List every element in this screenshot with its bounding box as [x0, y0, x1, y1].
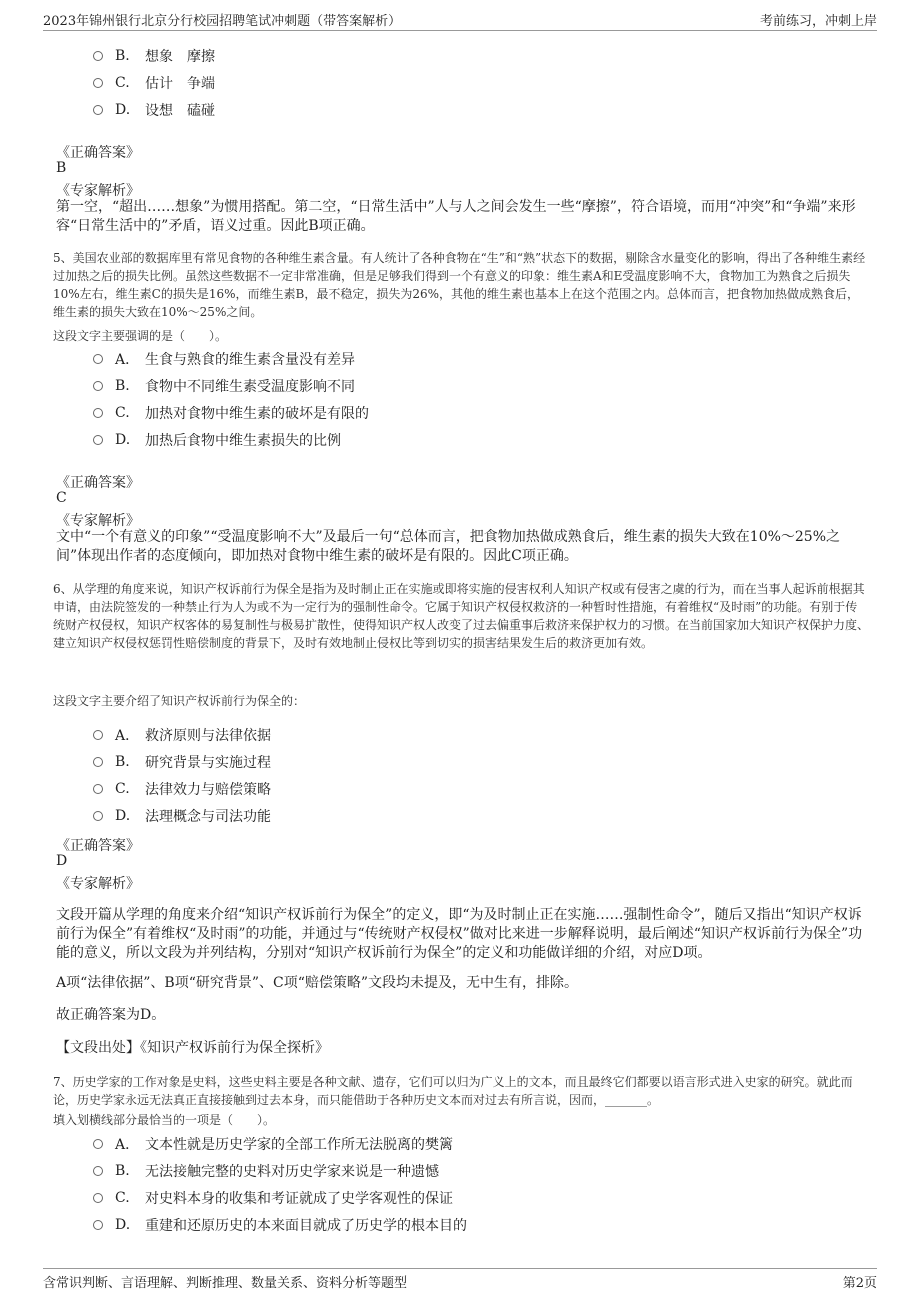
option-text: 法律效力与赔偿策略: [145, 782, 271, 798]
option-text: 重建和还原历史的本来面目就成了历史学的根本目的: [145, 1218, 467, 1234]
q6-option-b[interactable]: [93, 752, 271, 772]
radio-icon[interactable]: [93, 105, 103, 115]
q7-question: 填入划横线部分最恰当的一项是（ ）。: [53, 1113, 276, 1127]
option-letter: D.: [115, 1217, 131, 1233]
option-letter: A．: [115, 728, 140, 744]
option-text: 想象 摩擦: [145, 49, 215, 65]
option-text: 对史料本身的收集和考证就成了史学客观性的保证: [145, 1191, 453, 1207]
q7-option-b[interactable]: [93, 1161, 439, 1181]
q4-analysis: 第一空，“超出……想象”为惯用搭配。第二空，“日常生活中”人与人之间会发生一些“摩擦”，符合语境，而用“冲突”和“争端”来形容“日常生活中的”矛盾，语义过重。因此B项正确。: [56, 199, 856, 234]
radio-icon[interactable]: [93, 408, 103, 418]
q5-analysis: 文中“一个有意义的印象”“受温度影响不大”及最后一句“总体而言，把食物加热做成熟食后，维生素的损失大致在10%～25%之间”体现出作者的态度倾向，即加热对食物中维生素的破坏是有限的。因此C项正确。: [56, 529, 841, 564]
option-letter: A．: [115, 352, 140, 368]
option-letter: D.: [115, 808, 131, 824]
q5-option-c[interactable]: [93, 403, 369, 423]
q4-answer-label: 《正确答案》: [56, 145, 140, 161]
q6-analysis-1: 文段开篇从学理的角度来介绍“知识产权诉前行为保全”的定义，即“为及时制止正在实施……强制性命令”，随后又指出“知识产权诉前行为保全”有着维权“及时雨”的功能，并通过与“传统财产权侵权”做对比来进一步解释说明，最后阐述“知识产权诉前行为保全”功能的意义，所以文段为并列结构，分别对“知识产权诉前行为保全”的定义和功能做详细的介绍，对应D项。: [56, 907, 863, 961]
q6-stem: 6、从学理的角度来说，知识产权诉前行为保全是指为及时制止正在实施或即将实施的侵害权利人知识产权或有侵害之虞的行为，而在当事人起诉前根据其申请，由法院签发的一种禁止行为人为或不为一定行为的强制性命令。它属于知识产权侵权救济的一种暂时性措施，有着维权“及时雨”的功能。有别于传统财产权侵权，知识产权客体的易复制性与极易扩散性，使得知识产权人改变了过去偏重事后救济来保护权力的习惯。在当前国家加大知识产权保护力度、建立知识产权侵权惩罚性赔偿制度的背景下，及时有效地制止侵权比等到切实的损害结果发生后的救济更加有效。: [53, 582, 870, 650]
header-slogan: 考前练习，冲刺上岸: [759, 14, 877, 29]
q7-stem: 7、历史学家的工作对象是史料，这些史料主要是各种文献、遗存，它们可以归为广义上的文本，而且最终它们都要以语言形式进入史家的研究。就此而论，历史学家永远无法真正直接接触到过去本身，而只能借助于各种历史文本而对过去有所言说，因而，_______。: [53, 1075, 853, 1107]
radio-icon[interactable]: [93, 78, 103, 88]
q7-option-d[interactable]: [93, 1215, 467, 1235]
option-letter: C.: [115, 781, 130, 797]
q6-answer: D: [56, 853, 68, 869]
q5-answer: C: [56, 490, 67, 506]
option-letter: B.: [115, 378, 130, 394]
q6-analysis-3: 故正确答案为D。: [56, 1007, 166, 1023]
q5-option-a[interactable]: [93, 349, 355, 369]
option-text: 加热对食物中维生素的破坏是有限的: [145, 406, 369, 422]
radio-icon[interactable]: [93, 51, 103, 61]
q6-option-a[interactable]: [93, 725, 271, 745]
q5-stem: 5、美国农业部的数据库里有常见食物的各种维生素含量。有人统计了各种食物在“生”和“熟”状态下的数据，剔除含水量变化的影响，得出了各种维生素经过加热之后的损失比例。虽然这些数据不一定非常准确，但是足够我们得到一个有意义的印象：维生素A和E受温度影响不大，食物加工为熟食之后损失10%左右，维生素C的损失是16%，而维生素B，最不稳定，损失为26%，其他的维生素也基本上在这个范围之内。总体而言，把食物加热做成熟食后，维生素的损失大致在10%～25%之间。: [53, 251, 866, 319]
q4-option-d[interactable]: [93, 100, 215, 120]
radio-icon[interactable]: [93, 1166, 103, 1176]
q5-option-b[interactable]: [93, 376, 355, 396]
option-letter: C.: [115, 75, 130, 91]
option-letter: B.: [115, 1163, 130, 1179]
q5-option-d[interactable]: [93, 430, 341, 450]
q4-option-c[interactable]: [93, 73, 215, 93]
q5-question: 这段文字主要强调的是（ ）。: [53, 329, 228, 343]
option-text: 设想 磕碰: [145, 103, 215, 119]
radio-icon[interactable]: [93, 435, 103, 445]
option-letter: D.: [115, 432, 131, 448]
q6-source: 【文段出处】《知识产权诉前行为保全探析》: [56, 1040, 329, 1056]
option-text: 加热后食物中维生素损失的比例: [145, 433, 341, 449]
radio-icon[interactable]: [93, 784, 103, 794]
option-text: 食物中不同维生素受温度影响不同: [145, 379, 355, 395]
radio-icon[interactable]: [93, 1220, 103, 1230]
option-text: 无法接触完整的史料对历史学家来说是一种遗憾: [145, 1164, 439, 1180]
q4-answer: B: [56, 160, 67, 176]
radio-icon[interactable]: [93, 354, 103, 364]
q5-answer-label: 《正确答案》: [56, 475, 140, 491]
option-letter: A．: [115, 1137, 140, 1153]
option-text: 生食与熟食的维生素含量没有差异: [145, 352, 355, 368]
option-text: 估计 争端: [145, 76, 215, 92]
option-letter: B.: [115, 48, 130, 64]
option-text: 研究背景与实施过程: [145, 755, 271, 771]
option-text: 法理概念与司法功能: [145, 809, 271, 825]
header-title: 2023年锦州银行北京分行校园招聘笔试冲刺题（带答案解析）: [43, 14, 402, 29]
option-letter: C.: [115, 1190, 130, 1206]
radio-icon[interactable]: [93, 1193, 103, 1203]
q6-answer-label: 《正确答案》: [56, 838, 140, 854]
page-footer: [43, 1268, 877, 1292]
footer-topics: 含常识判断、言语理解、判断推理、数量关系、资料分析等题型: [43, 1276, 408, 1291]
q4-analysis-label: 《专家解析》: [56, 183, 140, 199]
q7-option-c[interactable]: [93, 1188, 453, 1208]
q6-option-d[interactable]: [93, 806, 271, 826]
radio-icon[interactable]: [93, 1139, 103, 1149]
q6-analysis-label: 《专家解析》: [56, 876, 140, 892]
option-letter: D.: [115, 102, 131, 118]
q5-analysis-label: 《专家解析》: [56, 513, 140, 529]
radio-icon[interactable]: [93, 757, 103, 767]
q6-analysis-2: A项“法律依据”、B项“研究背景”、C项“赔偿策略”文段均未提及，无中生有，排除。: [56, 975, 579, 991]
option-letter: B.: [115, 754, 130, 770]
q6-option-c[interactable]: [93, 779, 271, 799]
radio-icon[interactable]: [93, 811, 103, 821]
radio-icon[interactable]: [93, 730, 103, 740]
radio-icon[interactable]: [93, 381, 103, 391]
q6-question: 这段文字主要介绍了知识产权诉前行为保全的：: [53, 694, 306, 708]
q7-option-a[interactable]: [93, 1134, 453, 1154]
option-text: 救济原则与法律依据: [145, 728, 271, 744]
option-text: 文本性就是历史学家的全部工作所无法脱离的樊篱: [145, 1137, 453, 1153]
page-header: [43, 10, 877, 31]
q4-option-b[interactable]: [93, 46, 215, 66]
page-number: 第2页: [842, 1276, 877, 1291]
option-letter: C.: [115, 405, 130, 421]
